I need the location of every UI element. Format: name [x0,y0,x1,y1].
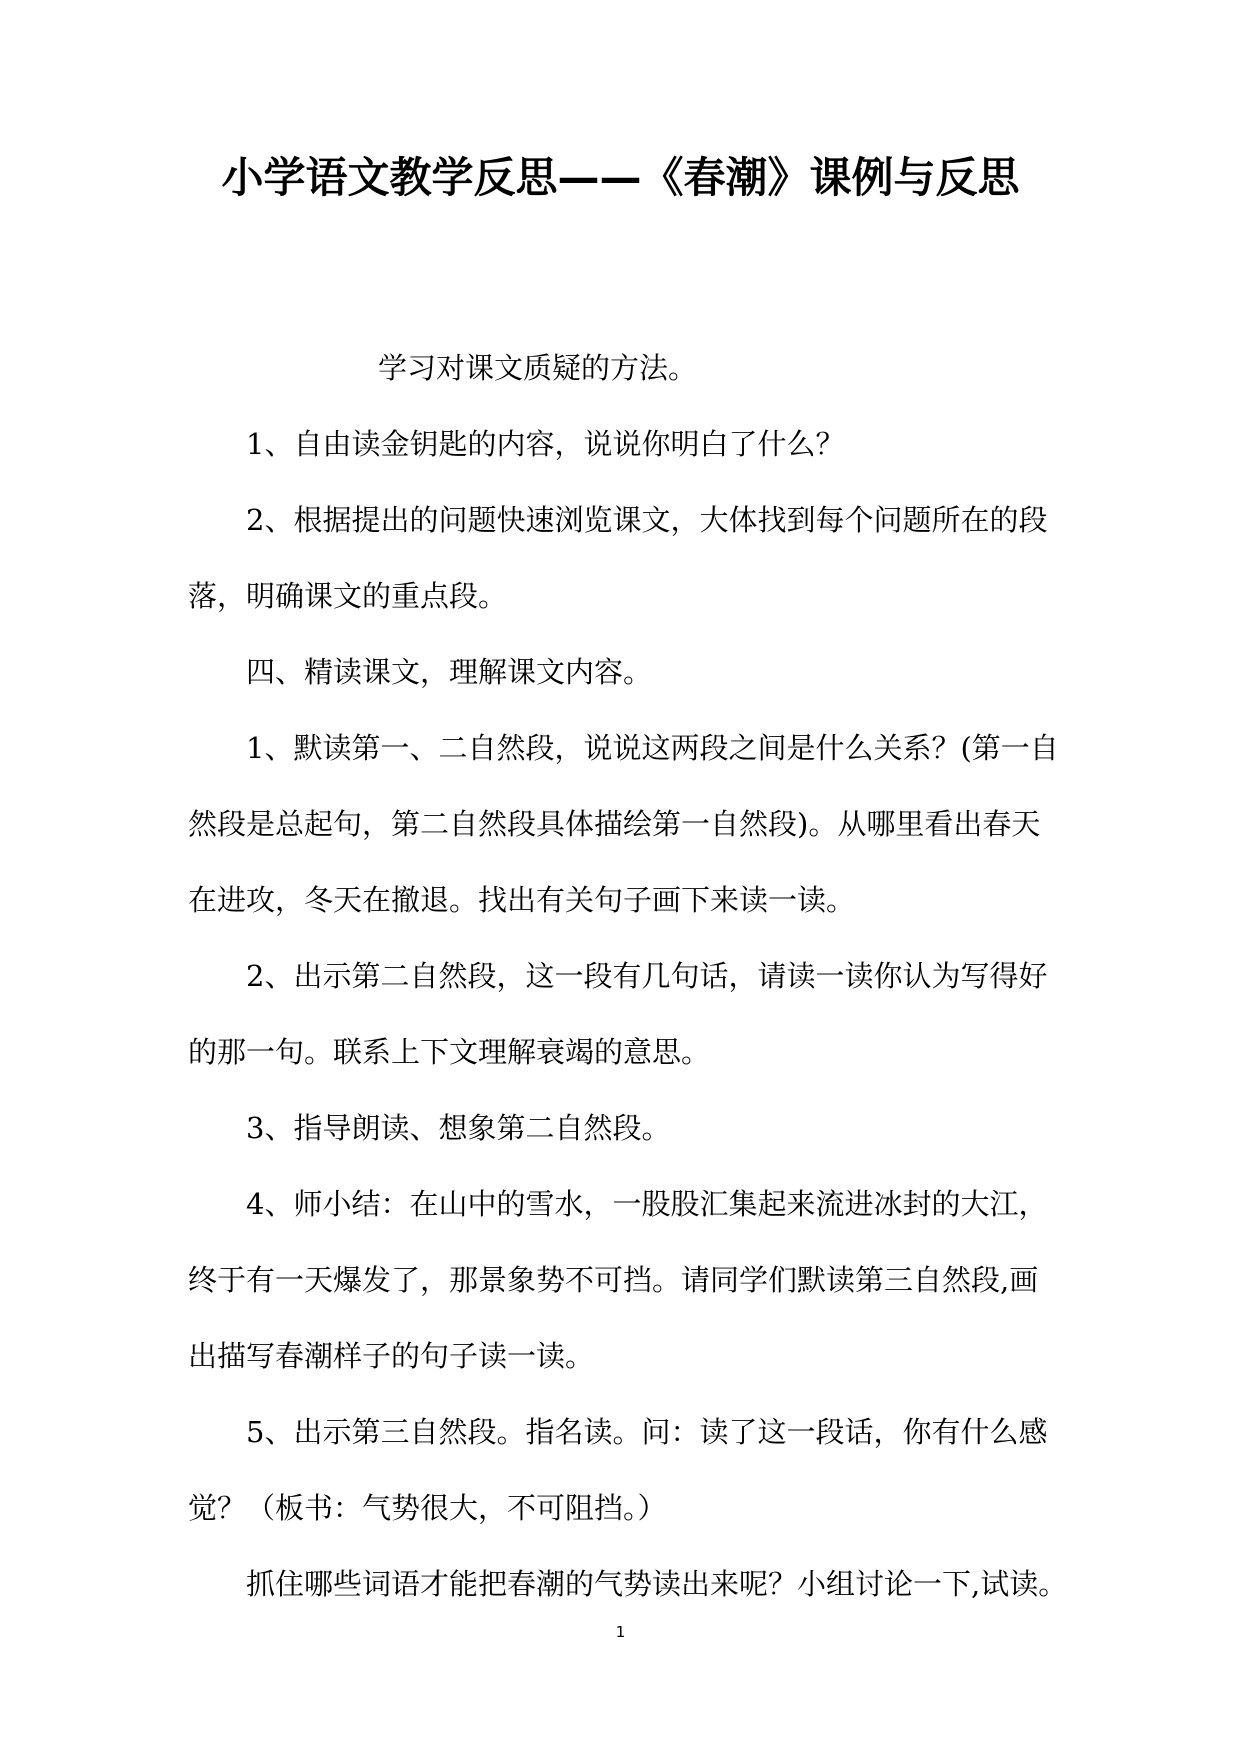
text-line: 学习对课文质疑的方法。 [378,351,698,385]
document-body [188,330,1068,1622]
text-line: 觉？（板书：气势很大，不可阻挡。） [188,1491,667,1525]
text-line: 5、出示第三自然段。指名读。问：读了这一段话，你有什么感 [246,1415,1048,1449]
text-line: 的那一句。联系上下文理解衰竭的意思。 [188,1035,711,1069]
text-line: 终于有一天爆发了，那景象势不可挡。请同学们默读第三自然段,画 [188,1263,1039,1297]
document-title: 小学语文教学反思——《春潮》课例与反思 [221,153,1020,202]
text-line: 出描写春潮样子的句子读一读。 [188,1339,595,1373]
text-line: 4、师小结：在山中的雪水，一股股汇集起来流进冰封的大江， [246,1187,1048,1221]
text-line: 然段是总起句，第二自然段具体描绘第一自然段)。从哪里看出春天 [188,807,1041,841]
text-line: 1、默读第一、二自然段，说说这两段之间是什么关系？(第一自 [246,731,1059,765]
text-line: 1、自由读金钥匙的内容，说说你明白了什么？ [246,427,845,461]
text-line: 2、根据提出的问题快速浏览课文，大体找到每个问题所在的段 [246,503,1048,537]
text-line: 抓住哪些词语才能把春潮的气势读出来呢？小组讨论一下,试读。 [246,1567,1068,1601]
text-line: 四、精读课文，理解课文内容。 [246,655,653,689]
text-line: 在进攻，冬天在撤退。找出有关句子画下来读一读。 [188,883,856,917]
text-line: 2、出示第二自然段，这一段有几句话，请读一读你认为写得好 [246,959,1048,993]
text-line: 落，明确课文的重点段。 [188,579,508,613]
text-line: 3、指导朗读、想象第二自然段。 [246,1111,671,1145]
page-number: 1 [615,1623,626,1641]
